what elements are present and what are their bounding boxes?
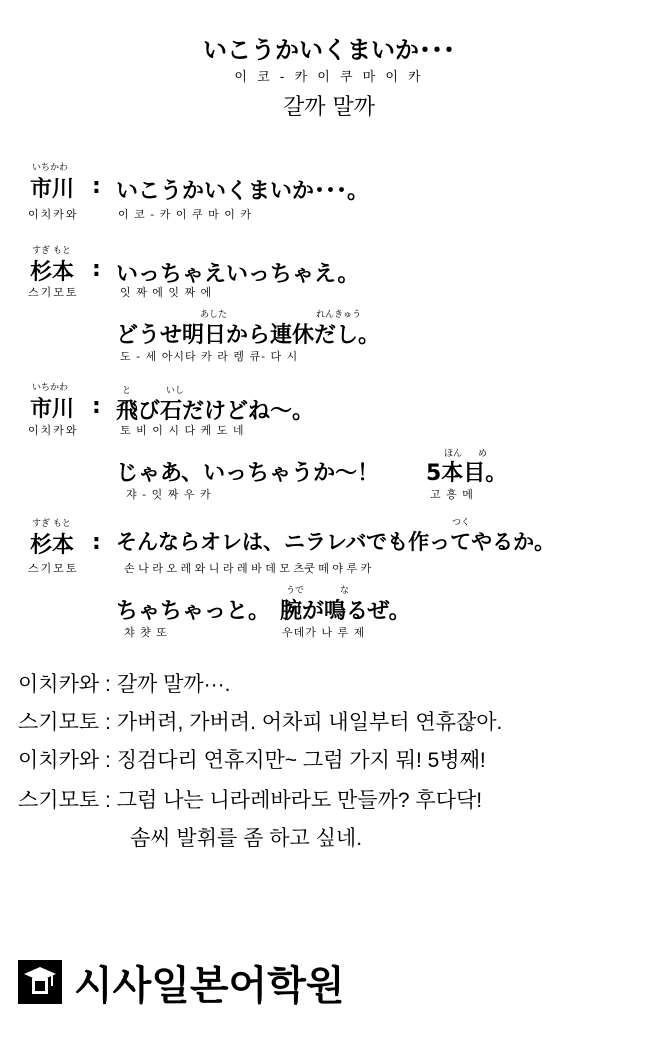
colon: : <box>92 257 101 282</box>
line-reading: 이 코 - 카 이 쿠 마 이 카 <box>118 208 252 221</box>
ruby-tsuku: つく <box>452 518 471 528</box>
dialogue-line: じゃあ、いっちゃうか～！ <box>116 461 380 486</box>
ruby-renkyuu: れんきゅう <box>316 310 362 320</box>
translation-sep: : <box>105 749 111 772</box>
speaker-name: 杉本 <box>30 260 75 285</box>
translation-text: 가버려, 가버려. 어차피 내일부터 연휴잖아. <box>116 711 503 734</box>
speaker-ruby: すぎ もと <box>32 519 71 529</box>
line-reading: 도 - 세 아시타 카 라 렝 큐- 다 시 <box>120 350 299 363</box>
translation-line <box>18 668 230 698</box>
colon: : <box>92 394 101 419</box>
translation-sep: : <box>105 789 111 812</box>
speaker-reading: 이치카와 <box>28 424 79 437</box>
translation-speaker: 이치카와 <box>18 749 100 772</box>
line-reading: 손 나 라 오 레 와 니 라 레 바 데 모 츠쿳 떼 야 루 카 <box>124 562 372 575</box>
speaker-ruby: すぎ もと <box>32 246 71 256</box>
translation-line <box>130 822 362 852</box>
ruby-me: め <box>478 449 488 459</box>
translation-sep: : <box>105 673 111 696</box>
translation-speaker: 스기모토 <box>18 789 100 812</box>
line-reading: 고 흥 메 <box>430 488 474 501</box>
ruby-to: と <box>122 386 132 396</box>
line-reading: 우데가 나 루 제 <box>282 626 366 639</box>
dialogue-line: いこうかいくまいか･･･。 <box>116 179 370 204</box>
speaker-reading: 스기모토 <box>28 562 79 575</box>
translation-sep: : <box>105 711 111 734</box>
line-reading: 잇 짜 에 잇 짜 에 <box>120 286 213 299</box>
colon: : <box>92 174 101 199</box>
speaker-name: 杉本 <box>30 533 75 558</box>
logo-text: 시사일본어학원 <box>74 963 345 1009</box>
translation-text: 갈까 말까···. <box>116 673 231 696</box>
ruby-ude: うで <box>286 586 305 596</box>
ruby-ishi: いし <box>166 386 185 396</box>
translation-speaker: 스기모토 <box>18 711 100 734</box>
dialogue-line: ちゃちゃっと。 <box>116 599 271 624</box>
translation-text: 징검다리 연휴지만~ 그럼 가지 뭐! 5병째! <box>116 749 486 772</box>
line-reading: 토 비 이 시 다 케 도 네 <box>120 424 245 437</box>
translation-line <box>18 784 482 814</box>
speaker-reading: 스기모토 <box>28 286 79 299</box>
translation-line <box>18 744 486 774</box>
speaker-name: 市川 <box>30 397 75 422</box>
translation-text: 그럼 나는 니라레바라도 만들까? 후다닥! <box>116 789 483 812</box>
speaker-name: 市川 <box>30 177 75 202</box>
graduate-cap-icon <box>18 960 62 1004</box>
speaker-ruby: いちかわ <box>32 163 69 173</box>
title-korean: 갈까 말까 <box>282 95 375 120</box>
dialogue-line: 腕が鳴るぜ。 <box>280 599 411 624</box>
speaker-ruby: いちかわ <box>32 383 69 393</box>
speaker-reading: 이치카와 <box>28 208 79 221</box>
ruby-hon: ほん <box>444 449 463 459</box>
title-japanese: いこうかいくまいか･･･ <box>203 36 455 64</box>
translation-speaker: 이치카와 <box>18 673 100 696</box>
dialogue-line: 5本目。 <box>426 461 508 486</box>
translation-line <box>18 706 502 736</box>
dialogue-line: 飛び石だけどね～。 <box>116 399 315 424</box>
line-reading: 쟈 - 잇 짜 우 카 <box>126 488 212 501</box>
dialogue-line: そんならオレは、ニラレバでも作ってやるか。 <box>116 530 556 554</box>
dialogue-line: いっちゃえいっちゃえ。 <box>116 262 360 287</box>
dialogue-line: どうせ明日から連休だし。 <box>116 323 381 348</box>
ruby-ashita: あした <box>200 310 228 320</box>
line-reading: 챠 챳 또 <box>124 626 168 639</box>
ruby-na: な <box>340 586 350 596</box>
translation-text: 솜씨 발휘를 좀 하고 싶네. <box>130 827 363 850</box>
title-korean-reading: 이 코 - 카 이 쿠 마 이 카 <box>234 70 424 85</box>
colon: : <box>92 530 101 555</box>
